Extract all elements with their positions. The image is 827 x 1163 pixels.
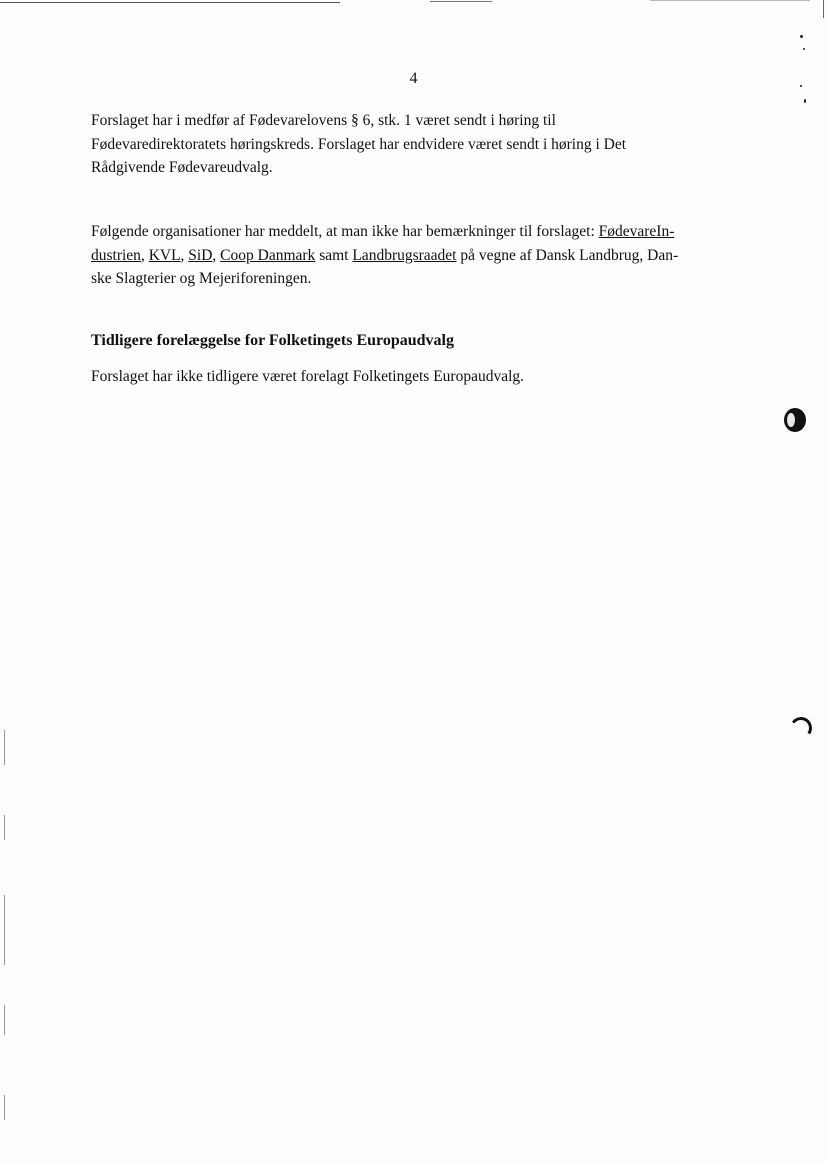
scan-speck xyxy=(804,99,806,103)
paragraph-text: samt xyxy=(315,246,353,264)
scan-artifact-line xyxy=(4,730,5,765)
paragraph-line: Rådgivende Fødevareudvalg. xyxy=(91,159,273,176)
scan-artifact-line xyxy=(4,895,5,965)
separator: , xyxy=(140,246,149,264)
paragraph-text: på vegne af Dansk Landbrug, Dan- xyxy=(456,246,679,264)
separator: , xyxy=(212,246,221,264)
paragraph-line: Fødevaredirektoratets høringskreds. Forslaget har endvidere været sendt i høring i Det xyxy=(91,135,627,153)
punch-hole-mark xyxy=(784,408,806,432)
scan-artifact-line xyxy=(823,0,824,18)
consultation-paragraph xyxy=(91,109,741,180)
scan-artifact-line xyxy=(0,2,340,3)
scan-artifact-line xyxy=(4,1005,5,1035)
scan-artifact-line xyxy=(650,0,810,1)
paragraph-text: ske Slagterier og Mejeriforeningen. xyxy=(91,270,312,287)
scan-speck xyxy=(803,48,805,50)
scan-speck xyxy=(800,35,803,38)
org-coop-danmark: Coop Danmark xyxy=(220,246,316,264)
scan-artifact-line xyxy=(4,1095,5,1120)
paragraph-text: Følgende organisationer har meddelt, at man ikke har bemærkninger til forslaget: xyxy=(91,223,599,240)
org-landbrugsraadet: Landbrugsraadet xyxy=(352,246,457,264)
scan-artifact-line xyxy=(4,815,5,840)
page-number: 4 xyxy=(409,70,418,87)
org-kvl: KVL xyxy=(148,246,181,264)
paragraph-line: Forslaget har i medfør af Fødevarelovens § 6, stk. 1 været sendt i høring til xyxy=(91,112,556,129)
org-sid: SiD xyxy=(188,246,213,264)
section-paragraph: Forslaget har ikke tidligere været forelagt Folketingets Europaudvalg. xyxy=(91,368,525,385)
organisations-paragraph xyxy=(91,220,741,291)
org-fodevareindustrien: dustrien xyxy=(91,246,141,264)
org-fodevareindustrien: FødevareIn- xyxy=(598,223,675,240)
separator: , xyxy=(180,246,189,264)
scan-artifact-line xyxy=(430,1,492,2)
section-heading: Tidligere forelæggelse for Folketingets Europaudvalg xyxy=(91,332,454,349)
punch-hole-mark xyxy=(788,715,813,740)
